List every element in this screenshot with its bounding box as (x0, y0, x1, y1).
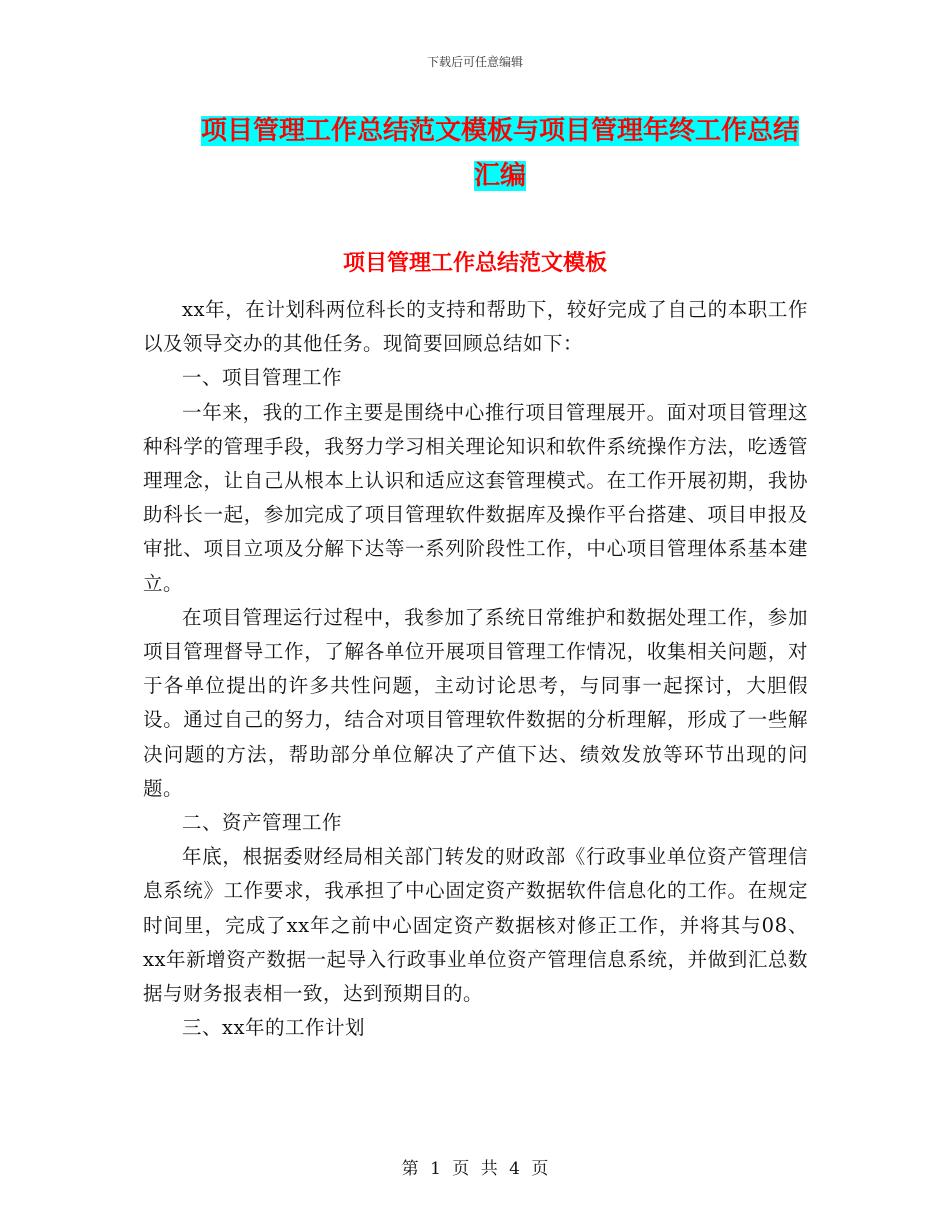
heading-project-management: 一、项目管理工作 (182, 366, 343, 390)
page-header-note: 下载后可任意编辑 (426, 55, 523, 69)
paragraph-asset-management: 年底，根据委财经局相关部门转发的财政部《行政事业单位资产管理信息系统》工作要求，我承担了中心固定资产数据软件信息化的工作。在规定时间里，完成了xx年之前中心固定资产数据核对修正工作，并将其与08、xx年新增资产数据一起导入行政事业单位资产管理信息系统，并做到汇总数据与财务报表相一致，达到预期目的。 (143, 845, 808, 1006)
section-title: 项目管理工作总结范文模板 (342, 251, 607, 276)
paragraph-intro: xx年，在计划科两位科长的支持和帮助下，较好完成了自己的本职工作以及领导交办的其他任务。现简要回顾总结如下： (143, 298, 808, 356)
document-body (143, 293, 808, 1045)
paragraph-project-management: 一年来，我的工作主要是围绕中心推行项目管理展开。面对项目管理这种科学的管理手段，我努力学习相关理论知识和软件系统操作方法，吃透管理理念，让自己从根本上认识和适应这套管理模式。在工作开展初期，我协助科长一起，参加完成了项目管理软件数据库及操作平台搭建、项目申报及审批、项目立项及分解下达等一系列阶段性工作，中心项目管理体系基本建立。 (143, 400, 808, 595)
main-title-text: 项目管理工作总结范文模板与项目管理年终工作总结汇编 (200, 116, 799, 191)
paragraph-project-operation: 在项目管理运行过程中，我参加了系统日常维护和数据处理工作，参加项目管理督导工作，了解各单位开展项目管理工作情况，收集相关问题，对于各单位提出的许多共性问题，主动讨论思考，与同事一起探讨，大胆假设。通过自己的努力，结合对项目管理软件数据的分析理解，形成了一些解决问题的方法，帮助部分单位解决了产值下达、绩效发放等环节出现的问题。 (143, 605, 808, 800)
heading-work-plan: 三、xx年的工作计划 (182, 1016, 365, 1040)
page-footer-number: 第 1 页 共 4 页 (401, 1159, 549, 1179)
heading-asset-management: 二、资产管理工作 (182, 811, 343, 835)
document-main-title (190, 110, 810, 200)
